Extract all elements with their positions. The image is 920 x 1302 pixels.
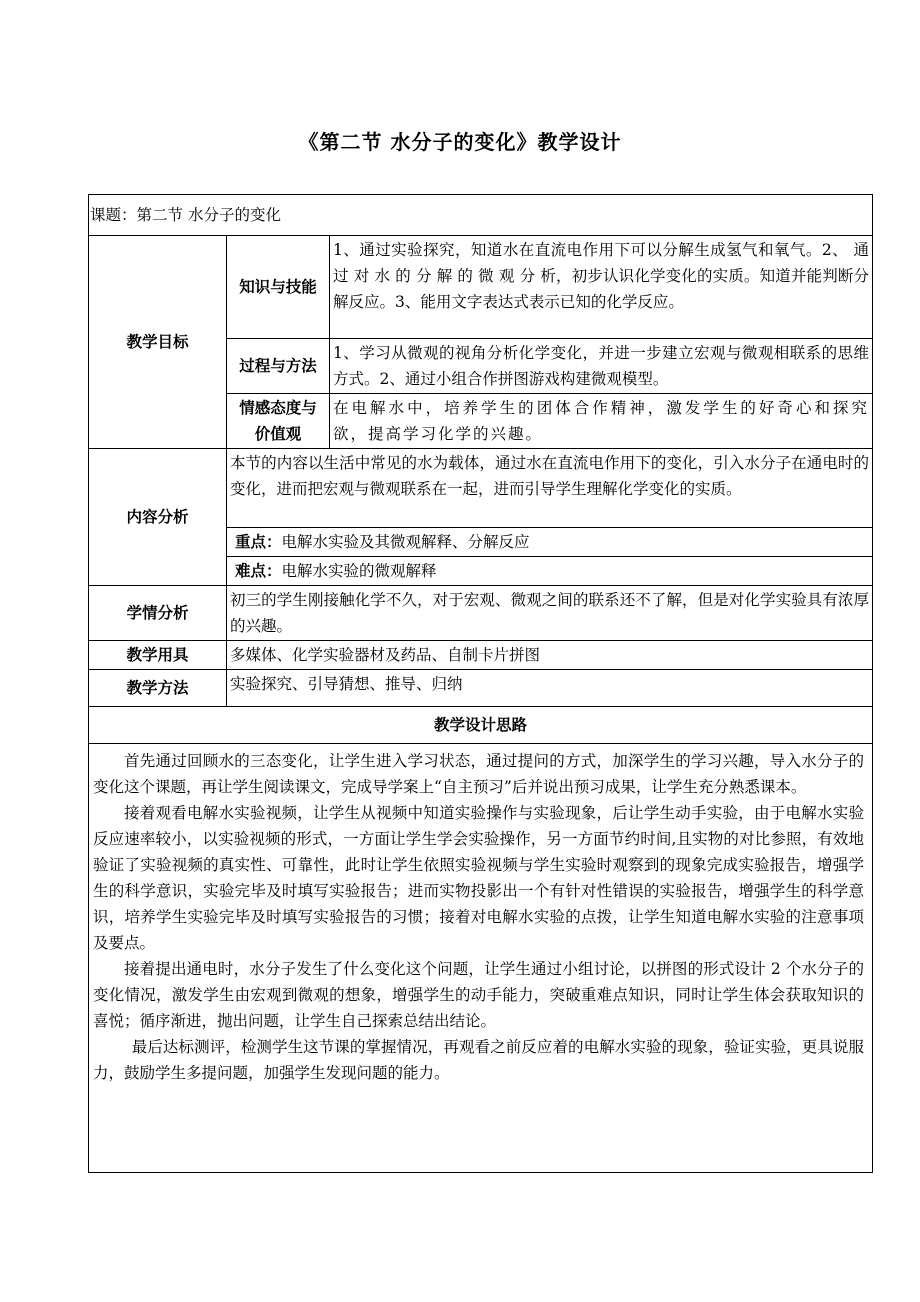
process-method-label: 过程与方法: [227, 339, 330, 394]
tools-row: [89, 641, 873, 670]
topic-row: [89, 195, 873, 236]
knowledge-skills-text: 1、通过实验探究，知道水在直流电作用下可以分解生成氢气和氧气。2、 通 过 对 水 的 分 解 的 微 观 分 析，初步认识化学变化的实质。知道并能判断分解反应。3、能用文字表达式表示已知的化学反应。: [330, 236, 873, 339]
design-body: [89, 744, 873, 1173]
topic-label: 课题：: [90, 206, 137, 224]
methods-row: [89, 670, 873, 707]
tools-header: 教学用具: [89, 641, 227, 670]
page-title: 《第二节 水分子的变化》教学设计: [298, 130, 622, 154]
content-analysis-text: 本节的内容以生活中常见的水为载体，通过水在直流电作用下的变化，引入水分子在通电时的变化，进而把宏观与微观联系在一起，进而引导学生理解化学变化的实质。: [227, 449, 873, 528]
design-paragraph-2: 接着观看电解水实验视频，让学生从视频中知道实验操作与实验现象，后让学生动手实验，由于电解水实验反应速率较小，以实验视频的形式，一方面让学生学会实验操作，另一方面节约时间,且实物的对比参照，有效地验证了实验视频的真实性、可靠性，此时让学生依照实验视频与学生实验时观察到的现象完成实验报告，增强学生的科学意识，实验完毕及时填写实验报告；进而实物投影出一个有针对性错误的实验报告，增强学生的科学意识，培养学生实验完毕及时填写实验报告的习惯；接着对电解水实验的点拨，让学生知道电解水实验的注意事项及要点。: [93, 804, 865, 952]
lesson-plan-table: [88, 194, 873, 1173]
design-header: 教学设计思路: [89, 707, 873, 744]
emotion-values-text: 在电解水中，培养学生的团体合作精神，激发学生的好奇心和探究欲，提高学习化学的兴趣。: [330, 394, 873, 449]
objective-knowledge-row: [89, 236, 873, 339]
emotion-values-label: 情感态度与价值观: [227, 394, 330, 449]
methods-text: 实验探究、引导猜想、推导、归纳: [227, 670, 873, 707]
difficult-point-text: 电解水实验的微观解释: [281, 562, 437, 580]
content-analysis-row: [89, 449, 873, 528]
knowledge-skills-label: 知识与技能: [227, 236, 330, 339]
design-paragraph-1: 首先通过回顾水的三态变化，让学生进入学习状态，通过提问的方式，加深学生的学习兴趣，导入水分子的变化这个课题，再让学生阅读课文，完成导学案上“自主预习”后并说出预习成果，让学生充分熟悉课本。: [93, 752, 865, 796]
methods-header: 教学方法: [89, 670, 227, 707]
difficult-point-label: 难点：: [235, 562, 282, 580]
content-analysis-header: 内容分析: [89, 449, 227, 586]
objectives-header: 教学目标: [89, 236, 227, 449]
topic-value: 第二节 水分子的变化: [136, 206, 281, 224]
key-point-text: 电解水实验及其微观解释、分解反应: [281, 533, 530, 551]
key-point-label: 重点：: [235, 533, 282, 551]
design-paragraph-4: 最后达标测评，检测学生这节课的掌握情况，再观看之前反应着的电解水实验的现象，验证实验，更具说服力，鼓励学生多提问题，加强学生发现问题的能力。: [93, 1038, 865, 1082]
process-method-text: 1、学习从微观的视角分析化学变化，并进一步建立宏观与微观相联系的思维方式。2、通过小组合作拼图游戏构建微观模型。: [330, 339, 873, 394]
tools-text: 多媒体、化学实验器材及药品、自制卡片拼图: [227, 641, 873, 670]
students-text: 初三的学生刚接触化学不久，对于宏观、微观之间的联系还不了解，但是对化学实验具有浓厚的兴趣。: [227, 586, 873, 641]
design-body-row: [89, 744, 873, 1173]
design-paragraph-3: 接着提出通电时，水分子发生了什么变化这个问题，让学生通过小组讨论，以拼图的形式设计 2 个水分子的变化情况，激发学生由宏观到微观的想象，增强学生的动手能力，突破重难点知识，同时让学生体会获取知识的喜悦；循序渐进，抛出问题，让学生自己探索总结出结论。: [93, 960, 865, 1030]
design-header-row: [89, 707, 873, 744]
students-row: [89, 586, 873, 641]
students-header: 学情分析: [89, 586, 227, 641]
